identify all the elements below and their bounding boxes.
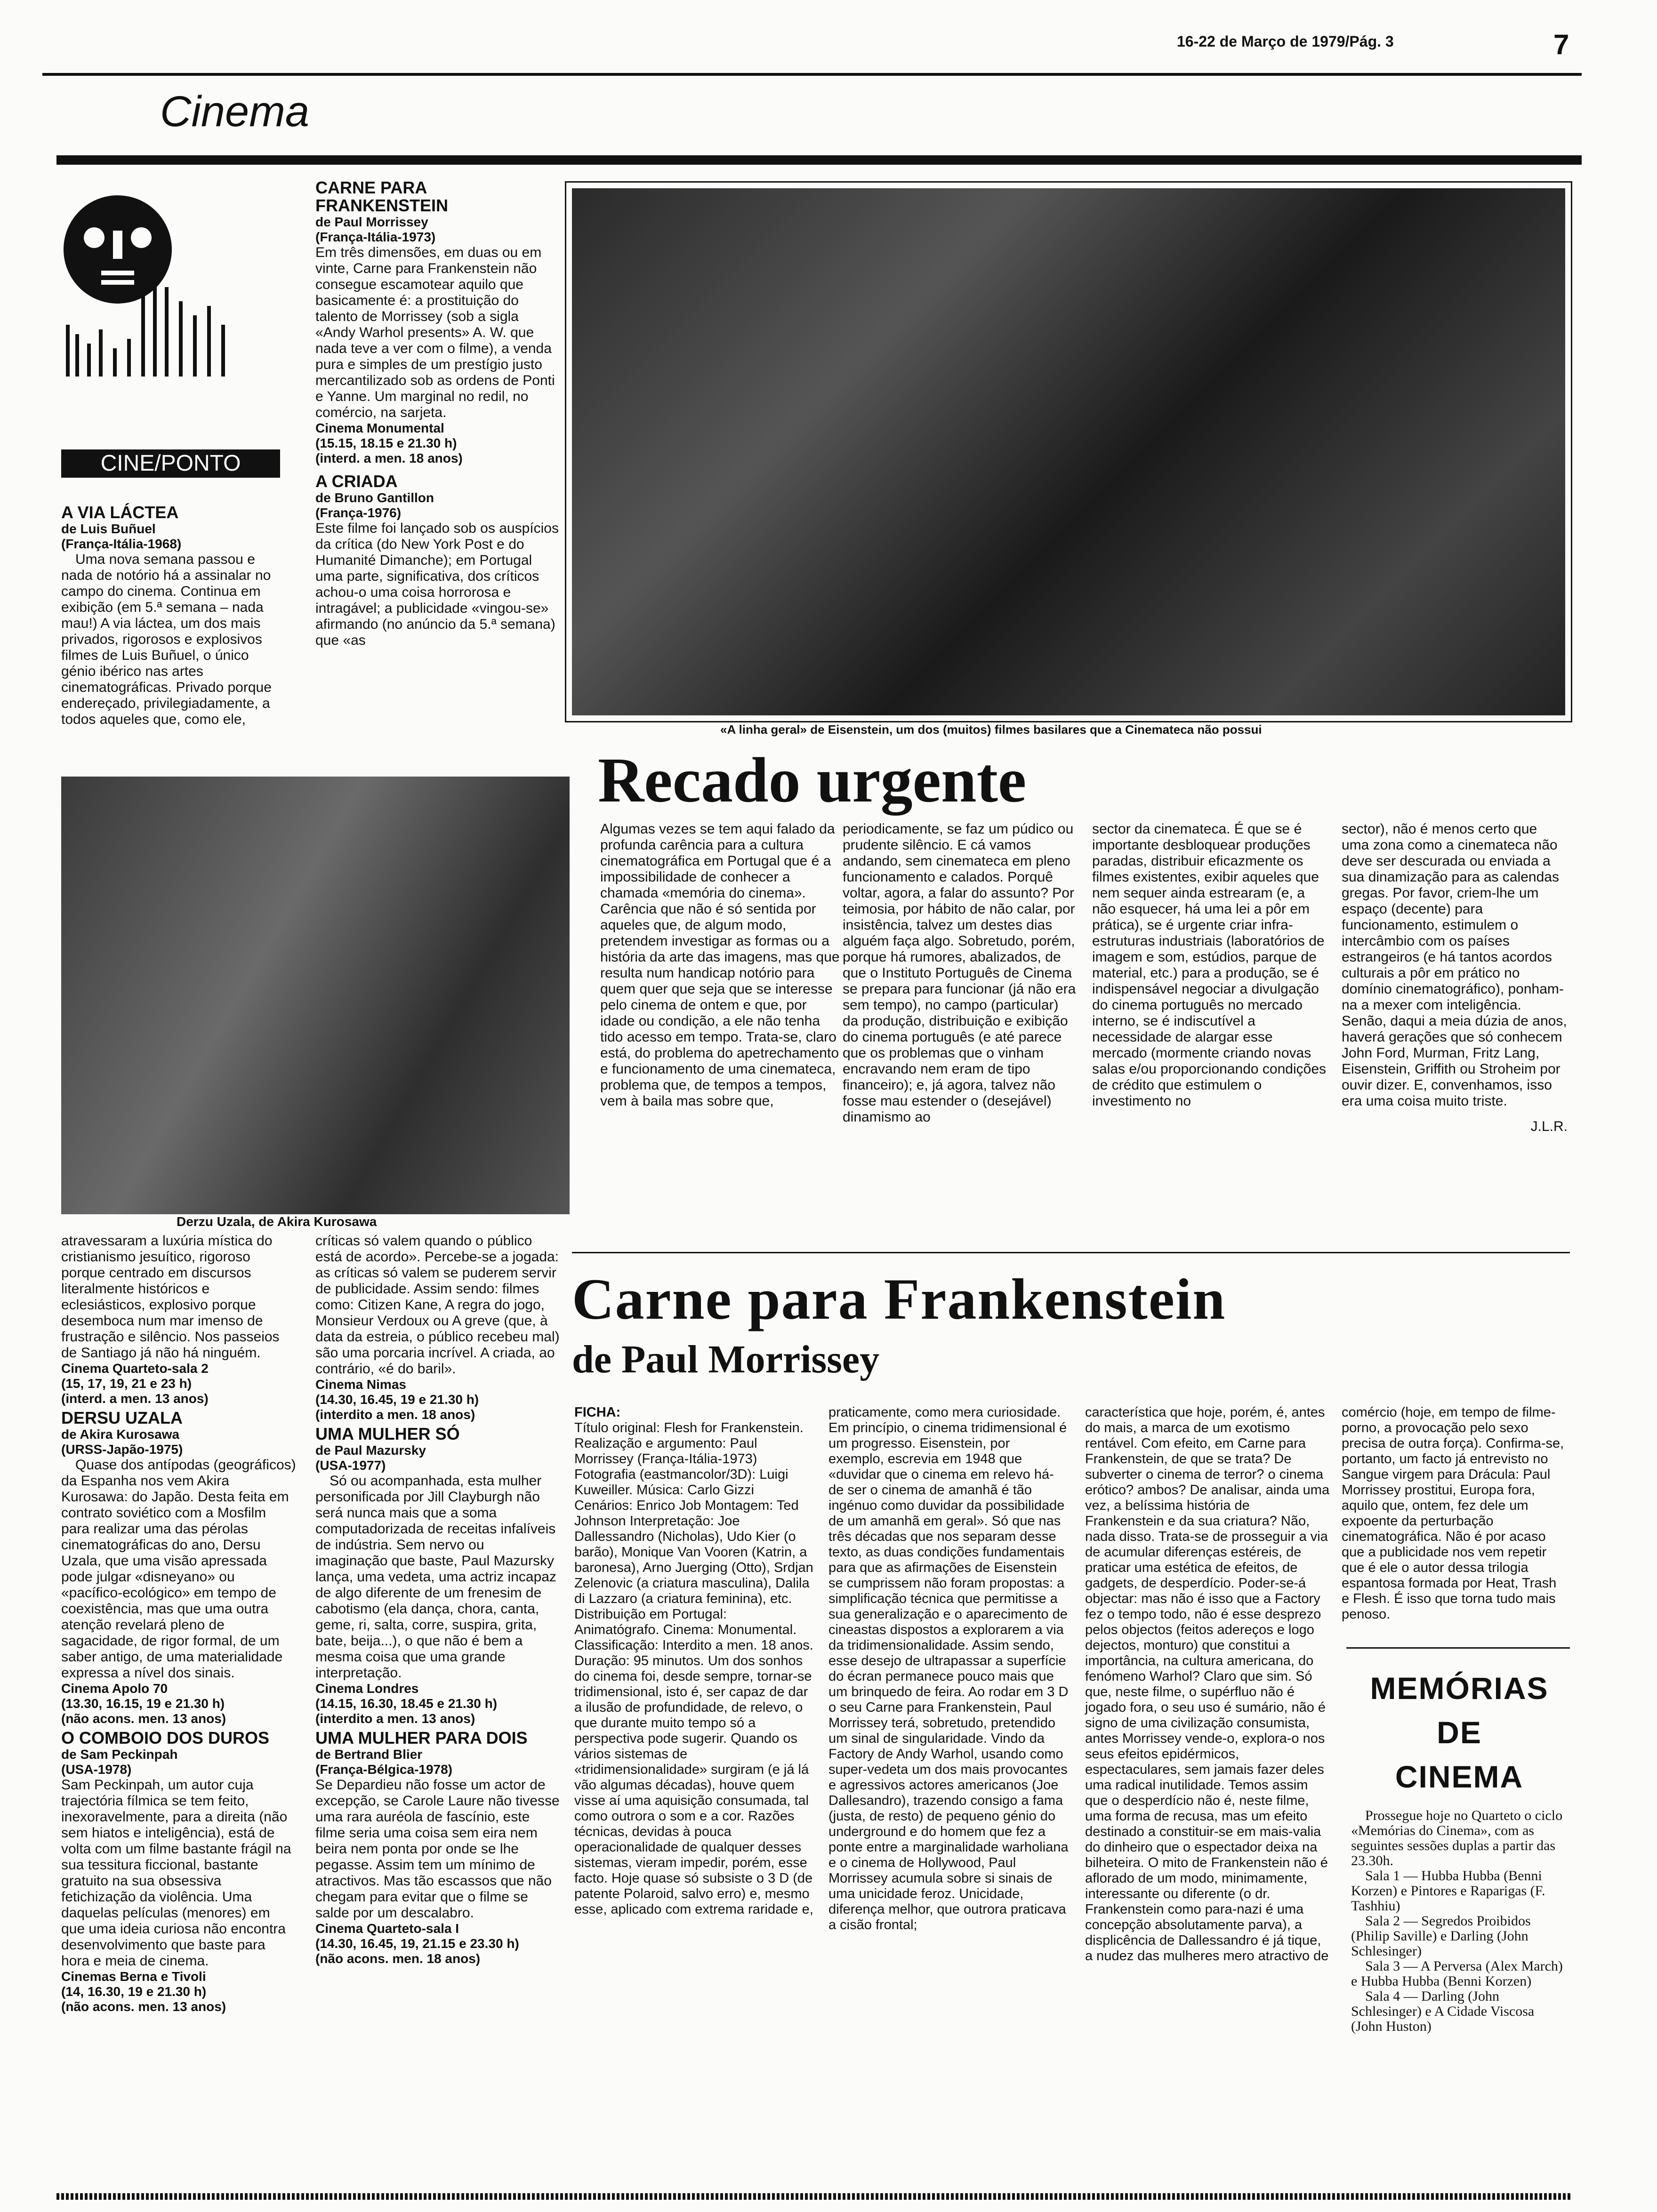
review-text: Se Depardieu não fosse um actor de excepção, se Carole Laure não tivesse uma rara auréola de fascínio, este filme seria uma coisa sem eira nem beira nem ponta por onde se lhe pegasse. Assim tem um mínimo de atractivos. Mas tão escassos que não chegam para evitar que o filme se salde por um descalabro. bbox=[315, 1777, 560, 1921]
box-rule bbox=[1346, 1647, 1570, 1649]
review-title: DERSU UZALA bbox=[61, 1408, 183, 1427]
review-credit: de Sam Peckinpah bbox=[61, 1747, 178, 1762]
review-restriction: (não acons. men. 13 anos) bbox=[61, 1999, 226, 2014]
review-text: críticas só valem quando o público está de acordo». Percebe-se a jogada: as críticas só valem se puderem servir de publicidade. Assim sendo: filmes como: Citizen Kane, A regra do jogo, Monsieur Verdoux ou A greve (que, à data da estreia, o público recebeu mal) são uma porcaria incrível. A criada, ao contrário, «é do baril». bbox=[315, 1233, 560, 1377]
review-title: CARNE PARA FRANKENSTEIN bbox=[315, 178, 449, 215]
photo-caption: Derzu Uzala, de Akira Kurosawa bbox=[177, 1214, 377, 1229]
review-title: O COMBOIO DOS DUROS bbox=[61, 1728, 270, 1747]
review-title: UMA MULHER SÓ bbox=[315, 1424, 460, 1443]
box-title-3: CINEMA bbox=[1395, 1759, 1524, 1794]
recado-col-4-text: sector), não é menos certo que uma zona como a cinemateca não deve ser descurada ou enviada a sua dinamização para as calendas gregas. Por favor, criem-lhe um espaço (decente) para funcionamento, estimulem o intercâmbio com os países estrangeiros (e há tantos acordos culturais a pôr em prático no domínio cinematográfico), ponham-na a mexer com inteligência. Senão, daqui a meia dúzia de anos, haverá gerações que só conhecem John Ford, Murman, Fritz Lang, Eisenstein, Griffith ou Stroheim por ouvir dizer. E, convenhamos, isso era uma coisa muito triste. bbox=[1342, 821, 1567, 1109]
divider bbox=[572, 1252, 1570, 1253]
review-restriction: (interdito a men. 18 anos) bbox=[315, 1407, 475, 1422]
ficha-label: FICHA: bbox=[574, 1405, 621, 1420]
review-hours: (14.15, 16.30, 18.45 e 21.30 h) bbox=[315, 1696, 498, 1711]
box-session: Sala 2 — Segredos Proibidos (Philip Saville) e Darling (John Schlesinger) bbox=[1351, 1913, 1531, 1959]
recado-col-4 bbox=[1342, 821, 1568, 1135]
review-hours: (14.30, 16.45, 19, 21.15 e 23.30 h) bbox=[315, 1936, 519, 1951]
frank-col-4: comércio (hoje, em tempo de filme-porno, a provocação pelo sexo precisa de outra força). Confirma-se, portanto, um facto já entrevisto no Sangue virgem para Drácula: Paul Morrissey prostitui, Europa fora, aquilo que, ontem, fez dele um expoente da perturbação cinematográfica. Não é por acaso que a publicidade nos vem repetir que é ele o autor dessa trilogia espantosa formada por Heat, Trash e Flesh. É isso que torna tudo mais penoso. bbox=[1342, 1405, 1564, 1622]
dersu-uzala-photo bbox=[61, 777, 570, 1214]
review-text: Este filme foi lançado sob os auspícios da crítica (do New York Post e do Humanité Dimanche); em Portugal uma parte, significativa, dos críticos achou-o uma coisa horrorosa e intragável; a publicidade «vingou-se» afirmando (no anúncio da 5.ª semana) que «as bbox=[315, 521, 559, 648]
top-rule bbox=[42, 73, 1582, 76]
section-rule bbox=[56, 155, 1582, 165]
frank-col-1 bbox=[574, 1405, 814, 1917]
review-credit: de Luis Buñuel bbox=[61, 521, 156, 536]
page-date: 16-22 de Março de 1979/Pág. 3 bbox=[1177, 33, 1394, 50]
cine-ponto-face-icon bbox=[61, 193, 235, 438]
recado-col-3: sector da cinemateca. É que se é importante desbloquear produções paradas, distribuir eficazmente os filmes existentes, exibir aqueles que nem sequer ainda estrearam (e, a não esquecer, há uma lei a pôr em prática), se é urgente criar infra-estruturas industriais (laboratórios de imagem e som, estúdios, parque de material, etc.) para a produção, se é indispensável negociar a divulgação do cinema português no mercado interno, se é indiscutível a necessidade de alargar esse mercado (mormente criando novas salas e/ou proporcionando condições de crédito que estimulem o investimento no bbox=[1092, 821, 1327, 1109]
review-credit: de Paul Morrissey bbox=[315, 215, 428, 229]
review-cinema: Cinema Monumental bbox=[315, 421, 444, 435]
review-restriction: (interd. a men. 18 anos) bbox=[315, 451, 463, 465]
review-text: Sam Peckinpah, um autor cuja trajectória fílmica se tem feito, inexoravelmente, para a direita (não sem hiatos e inteligência), está de volta com um filme bastante frágil na sua tessitura ficcional, bastante gratuito na sua obsessiva fetichização da violência. Uma daquelas películas (menores) em que uma ideia curiosa não encontra desenvolvimento que baste para hora e meia de cinema. bbox=[61, 1777, 291, 1969]
box-title-2: DE bbox=[1437, 1715, 1482, 1750]
via-lactea-review bbox=[61, 504, 285, 728]
review-restriction: (não acons. men. 18 anos) bbox=[315, 1951, 481, 1966]
review-restriction: (interd. a men. 13 anos) bbox=[61, 1391, 209, 1406]
review-cinema: Cinema Apolo 70 bbox=[61, 1681, 168, 1696]
section-title: Cinema bbox=[160, 88, 310, 136]
review-cinema: Cinema Londres bbox=[315, 1681, 419, 1696]
review-origin: (USA-1977) bbox=[315, 1458, 386, 1473]
frank-col-1-text: Título original: Flesh for Frankenstein. Realização e argumento: Paul Morrissey (França-Itália-1973) Fotografia (eastmancolor/3D): Luigi Kuweiller. Música: Carlo Gizzi Cenários: Enrico Job Montagem: Ted Johnson Interpretação: Joe Dallessandro (Nicholas), Udo Kier (o barão), Monique Van Vooren (Katrin, a baronesa), Arno Juerging (Otto), Srdjan Zelenovic (a criatura masculina), Dalila di Lazzaro (a criatura feminina), etc. Distribuição em Portugal: Animatógrafo. Cinema: Monumental. Classificação: Interdito a men. 18 anos. Duração: 95 minutos. Um dos sonhos do cinema foi, desde sempre, tornar-se tridimensional, isto é, ser capaz de dar a ilusão de profundidade, de relevo, o que durante muito tempo só a perspectiva pode sugerir. Quando os vários sistemas de «tridimensionalidade» surgiram (e já lá vão algumas décadas), houve quem visse aí uma aquisição consumada, tal como outrora o som e a cor. Razões técnicas, devidas à pouca operacionalidade de qualquer desses sistemas, vieram impedir, porém, esse facto. Hoje quase só subsiste o 3 D (de patente Polaroid, salvo erro) e, mesmo esse, aplicado com extrema raridade e, bbox=[574, 1420, 813, 1917]
review-cinema: Cinemas Berna e Tivoli bbox=[61, 1969, 206, 1984]
review-credit: de Paul Mazursky bbox=[315, 1443, 426, 1458]
review-origin: (França-1976) bbox=[315, 505, 402, 520]
review-restriction: (interdito a men. 13 anos) bbox=[315, 1711, 475, 1726]
review-hours: (15, 17, 19, 21 e 23 h) bbox=[61, 1376, 192, 1391]
box-intro: Prossegue hoje no Quarteto o ciclo «Memórias do Cinema», com as seguintes sessões duplas a partir das 23.30h. bbox=[1351, 1808, 1563, 1868]
review-text: Uma nova semana passou e nada de notório há a assinalar no campo do cinema. Continua em exibição (em 5.ª semana – nada mau!) A via láctea, um dos mais privados, rigorosos e explosivos filmes de Luis Buñuel, o único génio ibérico nas artes cinematográficas. Privado porque endereçado, privilegiadamente, a todos aqueles que, como ele, bbox=[61, 552, 272, 727]
carne-review bbox=[315, 179, 560, 649]
article-headline: Recado urgente bbox=[598, 745, 1027, 816]
review-hours: (15.15, 18.15 e 21.30 h) bbox=[315, 436, 457, 450]
review-hours: (14.30, 16.45, 19 e 21.30 h) bbox=[315, 1392, 479, 1407]
review-origin: (URSS-Japão-1975) bbox=[61, 1442, 183, 1457]
col2-bottom bbox=[315, 1233, 560, 1966]
review-hours: (14, 16.30, 19 e 21.30 h) bbox=[61, 1984, 207, 1999]
review-text: atravessaram a luxúria mística do cristianismo jesuítico, rigoroso porque centrado em discursos literalmente históricos e eclesiásticos, explosivo porque desemboca num mar imenso de frustração e silêncio. Nos passeios de Santiago já não há ninguém. bbox=[61, 1233, 280, 1361]
review-origin: (USA-1978) bbox=[61, 1762, 132, 1777]
memorias-box bbox=[1351, 1666, 1568, 2034]
box-title-1: MEMÓRIAS bbox=[1370, 1671, 1549, 1706]
frank-col-2: praticamente, como mera curiosidade. Em princípio, o cinema tridimensional é um progresso. Eisenstein, por exemplo, escrevia em 1948 que «duvidar que o cinema em relevo há-de ser o cinema de amanhã é tão ingénuo como duvidar da possibilidade de um amanhã em geral». Só que nas três décadas que nos separam desse texto, as duas condições fundamentais para que as afirmações de Eisenstein se cumprissem não foram propostas: a simplificação técnica que permitisse a sua generalização e o aparecimento de cineastas dispostos a explorarem a via da tridimensionalidade. Assim sendo, esse desejo de ultrapassar a superfície do écran permanece pouco mais que um brinquedo de feira. Ao rodar em 3 D o seu Carne para Frankenstein, Paul Morrissey terá, sobretudo, pretendido um sinal de singularidade. Vindo da Factory de Andy Warhol, usando como super-vedeta um dos mais provocantes e agressivos actores americanos (Joe Dallesandro), trazendo consigo a fama (justa, de resto) de pequeno génio do underground e do homem que fez a ponte entre a marginalidade warholiana e o cinema de Hollywood, Paul Morrissey acumula sobre si sinais de uma unicidade feroz. Unicidade, diferença melhor, que outrora praticava a cisão frontal; bbox=[828, 1405, 1069, 1932]
article-signature: J.L.R. bbox=[1530, 1119, 1568, 1134]
col1-bottom bbox=[61, 1233, 297, 2014]
bottom-border bbox=[56, 2193, 1572, 2200]
review-text: Quase dos antípodas (geográficos) da Espanha nos vem Akira Kurosawa: do Japão. Desta feita em contrato soviético com a Mosfilm para realizar uma das pérolas cinematográficas do ano, Dersu Uzala, que uma visão apressada pode julgar «disneyano» ou «pacífico-ecológico» em tempo de coexistência, mas que uma outra atenção revelará pleno de sagacidade, de rigor formal, de um saber antigo, de uma materialidade expressa a nível dos sinais. bbox=[61, 1457, 296, 1681]
review-title: UMA MULHER PARA DOIS bbox=[315, 1728, 528, 1747]
review-credit: de Bertrand Blier bbox=[315, 1747, 423, 1762]
review-hours: (13.30, 16.15, 19 e 21.30 h) bbox=[61, 1696, 225, 1711]
review-restriction: (não acons. men. 13 anos) bbox=[61, 1711, 226, 1726]
box-session: Sala 4 — Darling (John Schlesinger) e A Cidade Viscosa (John Huston) bbox=[1351, 1988, 1535, 2034]
review-text: Só ou acompanhada, esta mulher personificada por Jill Clayburgh não será nunca mais que a soma computadorizada de receitas infalíveis de indústria. Sem nervo ou imaginação que baste, Paul Mazursky lança, uma vedeta, uma actriz incapaz de algo diferente de um frenesim de cabotismo (ela dança, chora, canta, geme, ri, salta, corre, suspira, grita, bate, beija...), o que não é bem a mesma coisa que uma grande interpretação. bbox=[315, 1473, 556, 1681]
box-session: Sala 3 — A Perversa (Alex March) e Hubba Hubba (Benni Korzen) bbox=[1351, 1958, 1563, 1989]
recado-col-2: periodicamente, se faz um púdico ou prudente silêncio. E cá vamos andando, sem cinemateca em pleno funcionamento e calados. Porquê voltar, agora, a falar do assunto? Por teimosia, por hábito de não calar, por insistência, talvez um destes dias alguém faça algo. Sobretudo, porém, porque há rumores, abalizados, de que o Instituto Português de Cinema se prepara para funcionar (já não era sem tempo), no campo (particular) da produção, distribuição e exibição do cinema português (e até parece que os problemas que o vinham encravando nem eram de tipo financeiro); e, já agora, talvez não fosse mau estender o (desejável) dinamismo ao bbox=[843, 821, 1076, 1125]
review-cinema: Cinema Quarteto-sala I bbox=[315, 1921, 459, 1936]
frank-col-3: característica que hoje, porém, é, antes do mais, a marca de um exotismo rentável. Com efeito, em Carne para Frankenstein, de que se trata? De subverter o cinema de terror? o cinema erótico? ambos? De analisar, ainda uma vez, a belíssima história de Frankenstein e da sua criatura? Não, nada disso. Trata-se de prosseguir a via de acumular diferenças estéreis, de praticar uma estética de efeitos, de gadgets, de desperdício. Poder-se-á objectar: mas não é isso que a Factory fez o tempo todo, não é esse desprezo pelos objectos (feitos adereços e logo dejectos, monturo) que constitui a importância, na cultura americana, do fenómeno Warhol? Claro que sim. Só que, neste filme, o supérfluo não é jogado fora, o seu uso é sumário, não é signo de uma civilização consumista, antes Morrissey vende-o, explora-o nos seus efeitos epidérmicos, espectaculares, sem jamais fazer deles uma radical inutilidade. Temos assim que o desperdício não é, neste filme, uma forma de recusa, mas um efeito destinado a constituir-se em mais-valia do dinheiro que o espectador deixa na bilheteira. O mito de Frankenstein não é aflorado de um modo, minimamente, interessante ou diferente (o dr. Frankenstein como para-nazi é uma concepção absolutamente parva), a displicência de Dallessandro é já tique, a nudez das mulheres mero atractivo de bbox=[1085, 1405, 1330, 1964]
review-origin: (França-Bélgica-1978) bbox=[315, 1762, 453, 1777]
review-origin: (França-Itália-1973) bbox=[315, 230, 436, 244]
review-title: A VIA LÁCTEA bbox=[61, 503, 179, 522]
paper-logo: 7 bbox=[1553, 29, 1569, 60]
cine-ponto-label: CINE/PONTO bbox=[61, 449, 280, 478]
photo-caption: «A linha geral» de Eisenstein, um dos (muitos) filmes basilares que a Cinemateca não possui bbox=[720, 722, 1262, 737]
review-cinema: Cinema Quarteto-sala 2 bbox=[61, 1361, 209, 1376]
box-session: Sala 1 — Hubba Hubba (Benni Korzen) e Pintores e Raparigas (F. Tashhiu) bbox=[1351, 1868, 1545, 1914]
article-subheadline: de Paul Morrissey bbox=[572, 1338, 880, 1381]
linha-geral-photo bbox=[572, 188, 1565, 715]
review-cinema: Cinema Nimas bbox=[315, 1377, 406, 1392]
review-text: Em três dimensões, em duas ou em vinte, Carne para Frankenstein não consegue escamotear aquilo que basicamente é: a prostituição do talento de Morrissey (sob a sigla «Andy Warhol presents» A. W. que nada teve a ver com o filme), a venda pura e simples de um prestígio justo mercantilizado sob as ordens de Ponti e Yanne. Um marginal no redil, no comércio, na sarjeta. bbox=[315, 245, 555, 420]
review-title: A CRIADA bbox=[315, 472, 398, 491]
article-headline: Carne para Frankenstein bbox=[572, 1267, 1226, 1331]
review-credit: de Akira Kurosawa bbox=[61, 1427, 180, 1442]
review-credit: de Bruno Gantillon bbox=[315, 490, 434, 505]
recado-col-1: Algumas vezes se tem aqui falado da profunda carência para a cultura cinematográfica em Portugal que é a impossibilidade de conhecer a chamada «memória do cinema». Carência que não é só sentida por aqueles que, de algum modo, pretendem investigar as formas ou a história da arte das imagens, mas que resulta num handicap notório para quem quer que seja que se interesse pelo cinema de ontem e que, por idade ou condição, a ele não tenha tido acesso em tempo. Trata-se, claro está, do problema do apetrechamento e funcionamento de uma cinemateca, problema que, de tempos a tempos, vem à baila mas sobre que, bbox=[600, 821, 840, 1109]
review-origin: (França-Itália-1968) bbox=[61, 537, 182, 551]
